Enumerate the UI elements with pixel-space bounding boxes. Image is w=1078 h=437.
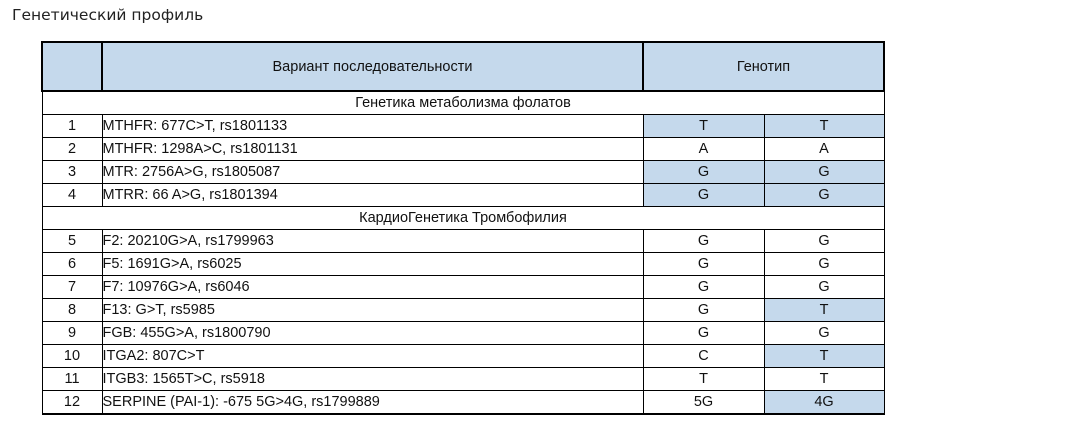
allele-1-cell: C	[643, 345, 764, 368]
variant-cell: MTHFR: 1298A>C, rs1801131	[102, 138, 643, 161]
table-row	[42, 230, 884, 253]
allele-1-cell: T	[643, 115, 764, 138]
page-title: Генетический профиль	[12, 6, 204, 24]
section-row	[42, 207, 884, 230]
allele-2-cell: T	[764, 299, 884, 322]
allele-1-cell: G	[643, 184, 764, 207]
section-title: КардиоГенетика Тромбофилия	[42, 207, 884, 230]
table-row	[42, 253, 884, 276]
allele-2-cell: 4G	[764, 391, 884, 415]
allele-2-cell: T	[764, 115, 884, 138]
allele-1-cell: G	[643, 276, 764, 299]
variant-cell: ITGB3: 1565T>C, rs5918	[102, 368, 643, 391]
row-number: 7	[42, 276, 102, 299]
header-genotype: Генотип	[643, 42, 884, 91]
allele-1-cell: G	[643, 253, 764, 276]
variant-cell: F13: G>T, rs5985	[102, 299, 643, 322]
allele-2-cell: G	[764, 230, 884, 253]
header-row	[42, 42, 884, 91]
header-number	[42, 42, 102, 91]
row-number: 3	[42, 161, 102, 184]
variant-cell: F7: 10976G>A, rs6046	[102, 276, 643, 299]
table-row	[42, 138, 884, 161]
allele-2-cell: G	[764, 184, 884, 207]
genetic-profile-table	[41, 41, 885, 415]
allele-2-cell: G	[764, 161, 884, 184]
row-number: 4	[42, 184, 102, 207]
row-number: 1	[42, 115, 102, 138]
allele-1-cell: G	[643, 322, 764, 345]
allele-2-cell: T	[764, 345, 884, 368]
table-row	[42, 276, 884, 299]
variant-cell: MTHFR: 677C>T, rs1801133	[102, 115, 643, 138]
allele-1-cell: T	[643, 368, 764, 391]
variant-cell: F2: 20210G>A, rs1799963	[102, 230, 643, 253]
table-row	[42, 368, 884, 391]
allele-2-cell: A	[764, 138, 884, 161]
variant-cell: FGB: 455G>A, rs1800790	[102, 322, 643, 345]
allele-1-cell: A	[643, 138, 764, 161]
allele-2-cell: G	[764, 276, 884, 299]
allele-2-cell: T	[764, 368, 884, 391]
variant-cell: MTR: 2756A>G, rs1805087	[102, 161, 643, 184]
variant-cell: F5: 1691G>A, rs6025	[102, 253, 643, 276]
row-number: 6	[42, 253, 102, 276]
row-number: 12	[42, 391, 102, 415]
allele-1-cell: G	[643, 299, 764, 322]
row-number: 8	[42, 299, 102, 322]
variant-cell: MTRR: 66 A>G, rs1801394	[102, 184, 643, 207]
allele-1-cell: 5G	[643, 391, 764, 415]
allele-2-cell: G	[764, 322, 884, 345]
variant-cell: SERPINE (PAI-1): -675 5G>4G, rs1799889	[102, 391, 643, 415]
header-variant: Вариант последовательности	[102, 42, 643, 91]
section-title: Генетика метаболизма фолатов	[42, 91, 884, 115]
table-row	[42, 161, 884, 184]
allele-2-cell: G	[764, 253, 884, 276]
table-row	[42, 184, 884, 207]
variant-cell: ITGA2: 807C>T	[102, 345, 643, 368]
allele-1-cell: G	[643, 161, 764, 184]
allele-1-cell: G	[643, 230, 764, 253]
row-number: 11	[42, 368, 102, 391]
row-number: 9	[42, 322, 102, 345]
table-row	[42, 299, 884, 322]
row-number: 5	[42, 230, 102, 253]
table-row	[42, 322, 884, 345]
table-row	[42, 345, 884, 368]
row-number: 2	[42, 138, 102, 161]
table-row	[42, 115, 884, 138]
row-number: 10	[42, 345, 102, 368]
section-row	[42, 91, 884, 115]
table-row	[42, 391, 884, 415]
